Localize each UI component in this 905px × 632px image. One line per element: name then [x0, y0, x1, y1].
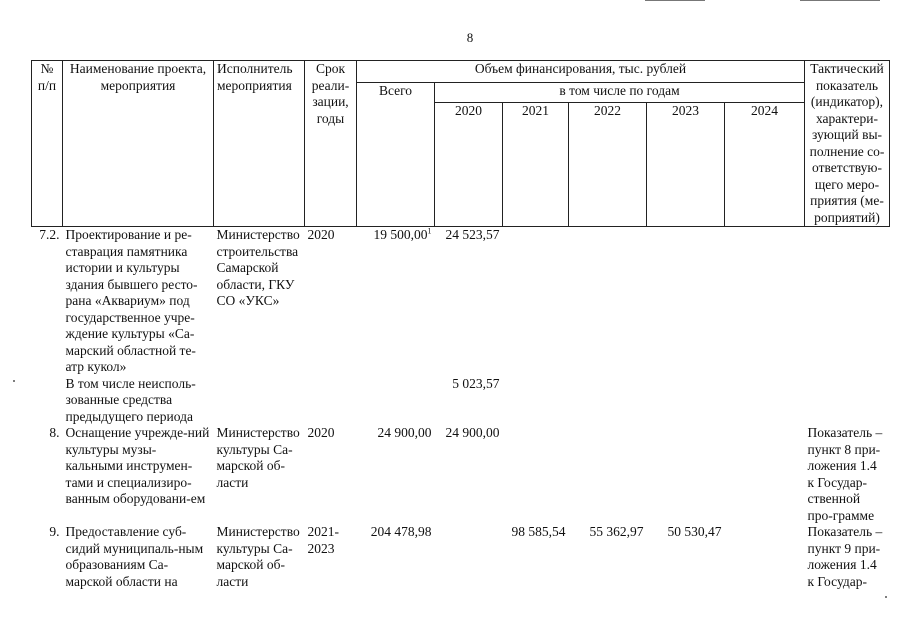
row-2021: [503, 376, 569, 426]
year-2022-header: 2022: [569, 103, 647, 227]
year-2024-header: 2024: [725, 103, 805, 227]
row-term: [305, 376, 357, 426]
row-2020: [435, 524, 503, 590]
row-number: [32, 376, 63, 426]
col-executor-header: Исполнитель мероприятия: [214, 61, 305, 227]
year-2020-header: 2020: [435, 103, 503, 227]
row-2020: 24 900,00: [445, 425, 500, 440]
row-executor: Министерство строительства Самарской области, ГКУ СО «УКС»: [214, 227, 305, 376]
row-2021: [503, 227, 569, 376]
row-term: 2021-2023: [307, 524, 339, 556]
row-total-value: 19 500,00: [373, 227, 428, 242]
row-2024: [725, 524, 805, 590]
table-row: [32, 376, 890, 426]
row-2023: [647, 376, 725, 426]
row-name: Проектирование и ре-ставрация памятника истории и культуры здания бывшего ресто-рана «Аквариум» под государственное учре-ждение культуры «Са-марский областной те-атр кукол»: [63, 227, 214, 376]
row-indicator: Показатель – пункт 8 при-ложения 1.4 к Государ-ственной про-грамме: [807, 425, 883, 523]
row-name: Предоставление суб-сидий муниципаль-ным образованиям Са-марской области на: [65, 524, 204, 589]
table-row: [32, 524, 890, 590]
row-executor: Министерство культуры Са-марской об-ласти: [216, 524, 300, 589]
year-2023-header: 2023: [647, 103, 725, 227]
scan-speck: [885, 596, 887, 598]
row-2022: 55 362,97: [589, 524, 644, 539]
col-indicator-header: Тактический показатель (индикатор), характери-зующий вы-полнение со-ответствую-щего меро-приятия (ме-роприятий): [805, 61, 890, 227]
row-2020: 5 023,57: [452, 375, 500, 391]
row-name: В том числе неисполь-зованные средства предыдущего периода: [65, 375, 196, 424]
row-number: 9.: [49, 524, 60, 539]
row-2022: [569, 227, 647, 376]
row-number: 7.2.: [32, 227, 63, 376]
row-2022: [569, 425, 647, 524]
row-total: 204 478,98: [370, 524, 432, 539]
row-2021: [503, 425, 569, 524]
col-total-header: Всего: [357, 83, 435, 227]
row-term: 2020: [307, 425, 335, 440]
table-header: [32, 61, 890, 227]
row-2024: [725, 376, 805, 426]
col-by-years-header: в том числе по годам: [435, 83, 805, 103]
row-indicator: Показатель – пункт 9 при-ложения 1.4 к Государ-: [807, 524, 883, 589]
table-row: [32, 227, 890, 376]
row-term: 2020: [305, 227, 357, 376]
col-funding-header: Объем финансирования, тыс. рублей: [357, 61, 805, 83]
funding-table: [31, 60, 890, 590]
row-total: [357, 376, 435, 426]
row-indicator: [805, 227, 890, 376]
scan-speck: [13, 380, 15, 382]
year-2021-header: 2021: [503, 103, 569, 227]
col-name-header: Наименование проекта, мероприятия: [63, 61, 214, 227]
row-executor: Министерство культуры Са-марской об-ласти: [216, 425, 300, 490]
footnote-mark: 1: [427, 226, 432, 236]
row-number: 8.: [49, 425, 60, 440]
row-name: Оснащение учрежде-ний культуры музы-кальными инструмен-тами и специализиро-ванным оборудовани-ем: [65, 425, 210, 506]
row-2022: [569, 376, 647, 426]
table-body: [32, 227, 890, 591]
row-2023: [647, 425, 725, 524]
scan-edge-line: [645, 0, 705, 1]
row-2023: [647, 227, 725, 376]
row-indicator: [805, 376, 890, 426]
row-total: [357, 227, 435, 376]
row-2024: [725, 425, 805, 524]
table-row: [32, 425, 890, 524]
row-executor: [214, 376, 305, 426]
scan-edge-line: [800, 0, 880, 1]
col-term-header: Срок реали-зации, годы: [305, 61, 357, 227]
row-2024: [725, 227, 805, 376]
row-2020: 24 523,57: [435, 227, 503, 376]
row-2023: 50 530,47: [667, 524, 722, 539]
row-total: 24 900,00: [377, 425, 432, 440]
row-2021: 98 585,54: [511, 524, 566, 539]
col-no-header: № п/п: [32, 61, 63, 227]
page-number: 8: [466, 30, 474, 45]
